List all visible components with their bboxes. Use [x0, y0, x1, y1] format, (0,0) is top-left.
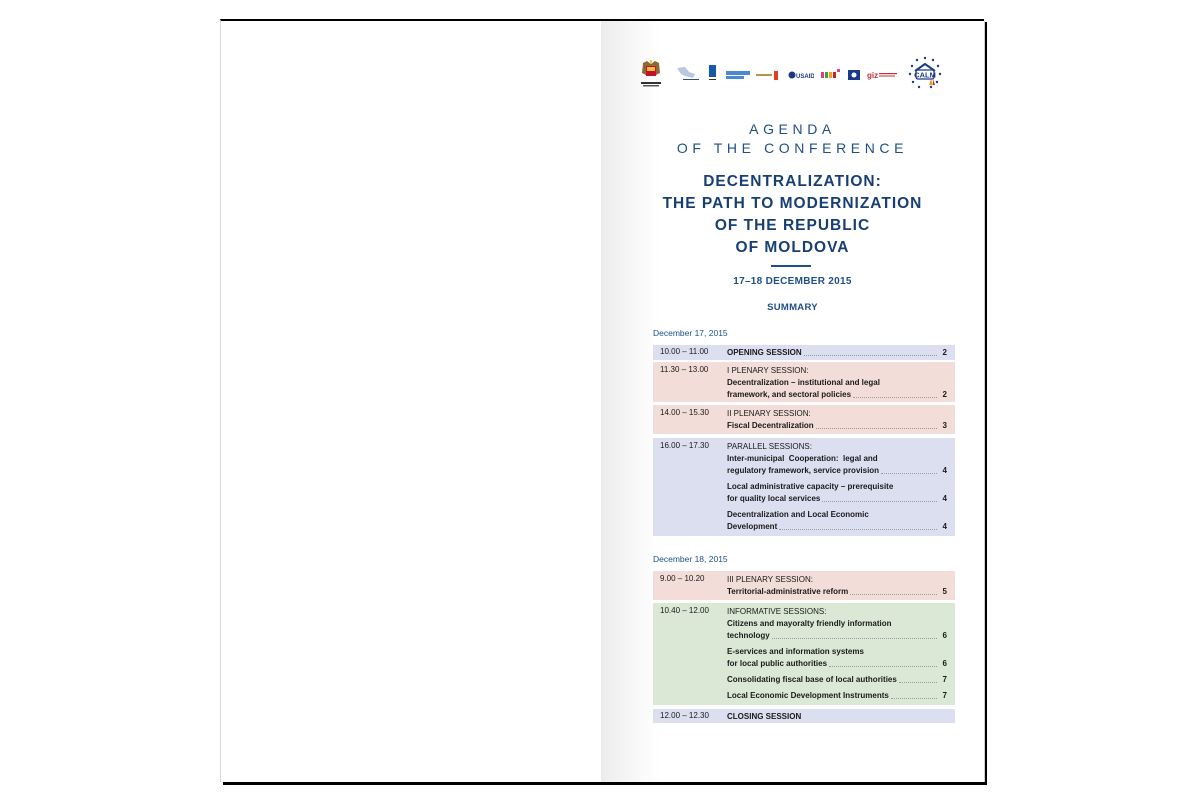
document-spread — [220, 19, 984, 782]
summary-heading: SUMMARY — [767, 302, 818, 313]
session-entry — [727, 618, 947, 642]
session-entry — [727, 586, 947, 598]
session-entry — [727, 453, 947, 477]
session-time: 10.00 – 11.00 — [660, 347, 709, 356]
session-time: 12.00 – 12.30 — [660, 711, 709, 720]
session-entry — [727, 674, 947, 686]
entry-title: OPENING SESSION — [727, 348, 802, 357]
page-number: 7 — [942, 691, 947, 700]
blank-left-page — [221, 21, 601, 782]
page-number: 3 — [942, 421, 947, 430]
session-entry — [727, 377, 947, 401]
session-row — [653, 438, 955, 536]
session-content — [727, 408, 947, 436]
session-row — [653, 709, 955, 723]
session-content — [727, 441, 947, 537]
page-number: 5 — [942, 587, 947, 596]
session-entry — [727, 420, 947, 432]
session-entry — [727, 690, 947, 702]
entry-line: for local public authorities — [727, 659, 828, 668]
entry-line: technology — [727, 631, 770, 640]
session-entry — [727, 347, 947, 359]
session-content — [727, 711, 947, 727]
session-row — [653, 405, 955, 434]
council-of-europe-icon — [848, 67, 860, 77]
partner-logo-icon — [756, 68, 780, 78]
session-time: 10.40 – 12.00 — [660, 606, 709, 615]
entry-line: Decentralization – institutional and legal — [727, 378, 880, 387]
agenda-page — [601, 21, 985, 782]
session-time: 9.00 – 10.20 — [660, 574, 705, 583]
entry-line: E-services and information systems — [727, 647, 864, 656]
entry-line: Development — [727, 522, 778, 531]
partner-colorful-icon — [821, 66, 841, 76]
entry-title: Fiscal Decentralization — [727, 421, 814, 430]
agenda-heading-line1: AGENDA — [749, 121, 836, 137]
entry-title: Consolidating fiscal base of local authorities — [727, 675, 897, 684]
title-line: THE PATH TO MODERNIZATION — [662, 195, 923, 212]
session-time: 14.00 – 15.30 — [660, 408, 709, 417]
title-line: OF THE REPUBLIC — [714, 217, 871, 234]
entry-line: for quality local services — [727, 494, 821, 503]
session-entry — [727, 509, 947, 533]
day-label: December 17, 2015 — [653, 328, 728, 338]
session-time: 16.00 – 17.30 — [660, 441, 709, 450]
svg-text:giz: giz — [867, 71, 879, 80]
calm-icon — [907, 55, 943, 91]
svg-text:CALM: CALM — [914, 70, 936, 80]
entry-title: CLOSING SESSION — [727, 712, 802, 721]
session-content — [727, 606, 947, 706]
session-time: 11.30 – 13.00 — [660, 365, 709, 374]
session-content — [727, 574, 947, 602]
giz-icon — [867, 67, 899, 80]
page-number: 2 — [942, 390, 947, 399]
undp-icon — [709, 65, 716, 81]
title-line: OF MOLDOVA — [735, 239, 850, 256]
title-line: DECENTRALIZATION: — [703, 173, 882, 190]
entry-line: regulatory framework, service provision — [727, 466, 880, 475]
entry-line: Citizens and mayoralty friendly information — [727, 619, 892, 628]
title-divider — [771, 265, 811, 267]
session-type: INFORMATIVE SESSIONS: — [727, 607, 827, 616]
entry-line: framework, and sectoral policies — [727, 390, 852, 399]
session-row — [653, 571, 955, 600]
session-content — [727, 365, 947, 405]
session-entry — [727, 646, 947, 670]
page-number: 2 — [942, 348, 947, 357]
entry-line: Local administrative capacity – prerequisite — [727, 482, 894, 491]
page-number: 4 — [942, 494, 947, 503]
session-row — [653, 362, 955, 402]
session-type: I PLENARY SESSION: — [727, 366, 809, 375]
entry-line: Decentralization and Local Economic — [727, 510, 869, 519]
entry-title: Territorial-administrative reform — [727, 587, 849, 596]
usaid-icon — [788, 68, 814, 78]
entry-line: Inter-municipal Cooperation: legal and — [727, 454, 878, 463]
partner-logos-strip — [639, 55, 964, 95]
page-number: 6 — [942, 659, 947, 668]
page-number: 4 — [942, 522, 947, 531]
svg-text:USAID: USAID — [796, 74, 814, 80]
session-row — [653, 603, 955, 705]
moldova-coat-of-arms-icon — [639, 59, 663, 89]
page-number: 6 — [942, 631, 947, 640]
partner-map-icon — [675, 66, 701, 82]
session-entry — [727, 711, 947, 723]
session-type: II PLENARY SESSION: — [727, 409, 811, 418]
un-women-icon — [726, 68, 750, 78]
session-content — [727, 347, 947, 363]
session-entry — [727, 481, 947, 505]
conference-dates: 17–18 DECEMBER 2015 — [733, 276, 852, 287]
page-number: 7 — [942, 675, 947, 684]
session-type: III PLENARY SESSION: — [727, 575, 813, 584]
entry-title: Local Economic Development Instruments — [727, 691, 889, 700]
agenda-heading-line2: OF THE CONFERENCE — [676, 140, 909, 156]
conference-title — [601, 171, 984, 259]
session-row — [653, 345, 955, 360]
page-number: 4 — [942, 466, 947, 475]
session-type: PARALLEL SESSIONS: — [727, 442, 812, 451]
day-label: December 18, 2015 — [653, 554, 728, 564]
